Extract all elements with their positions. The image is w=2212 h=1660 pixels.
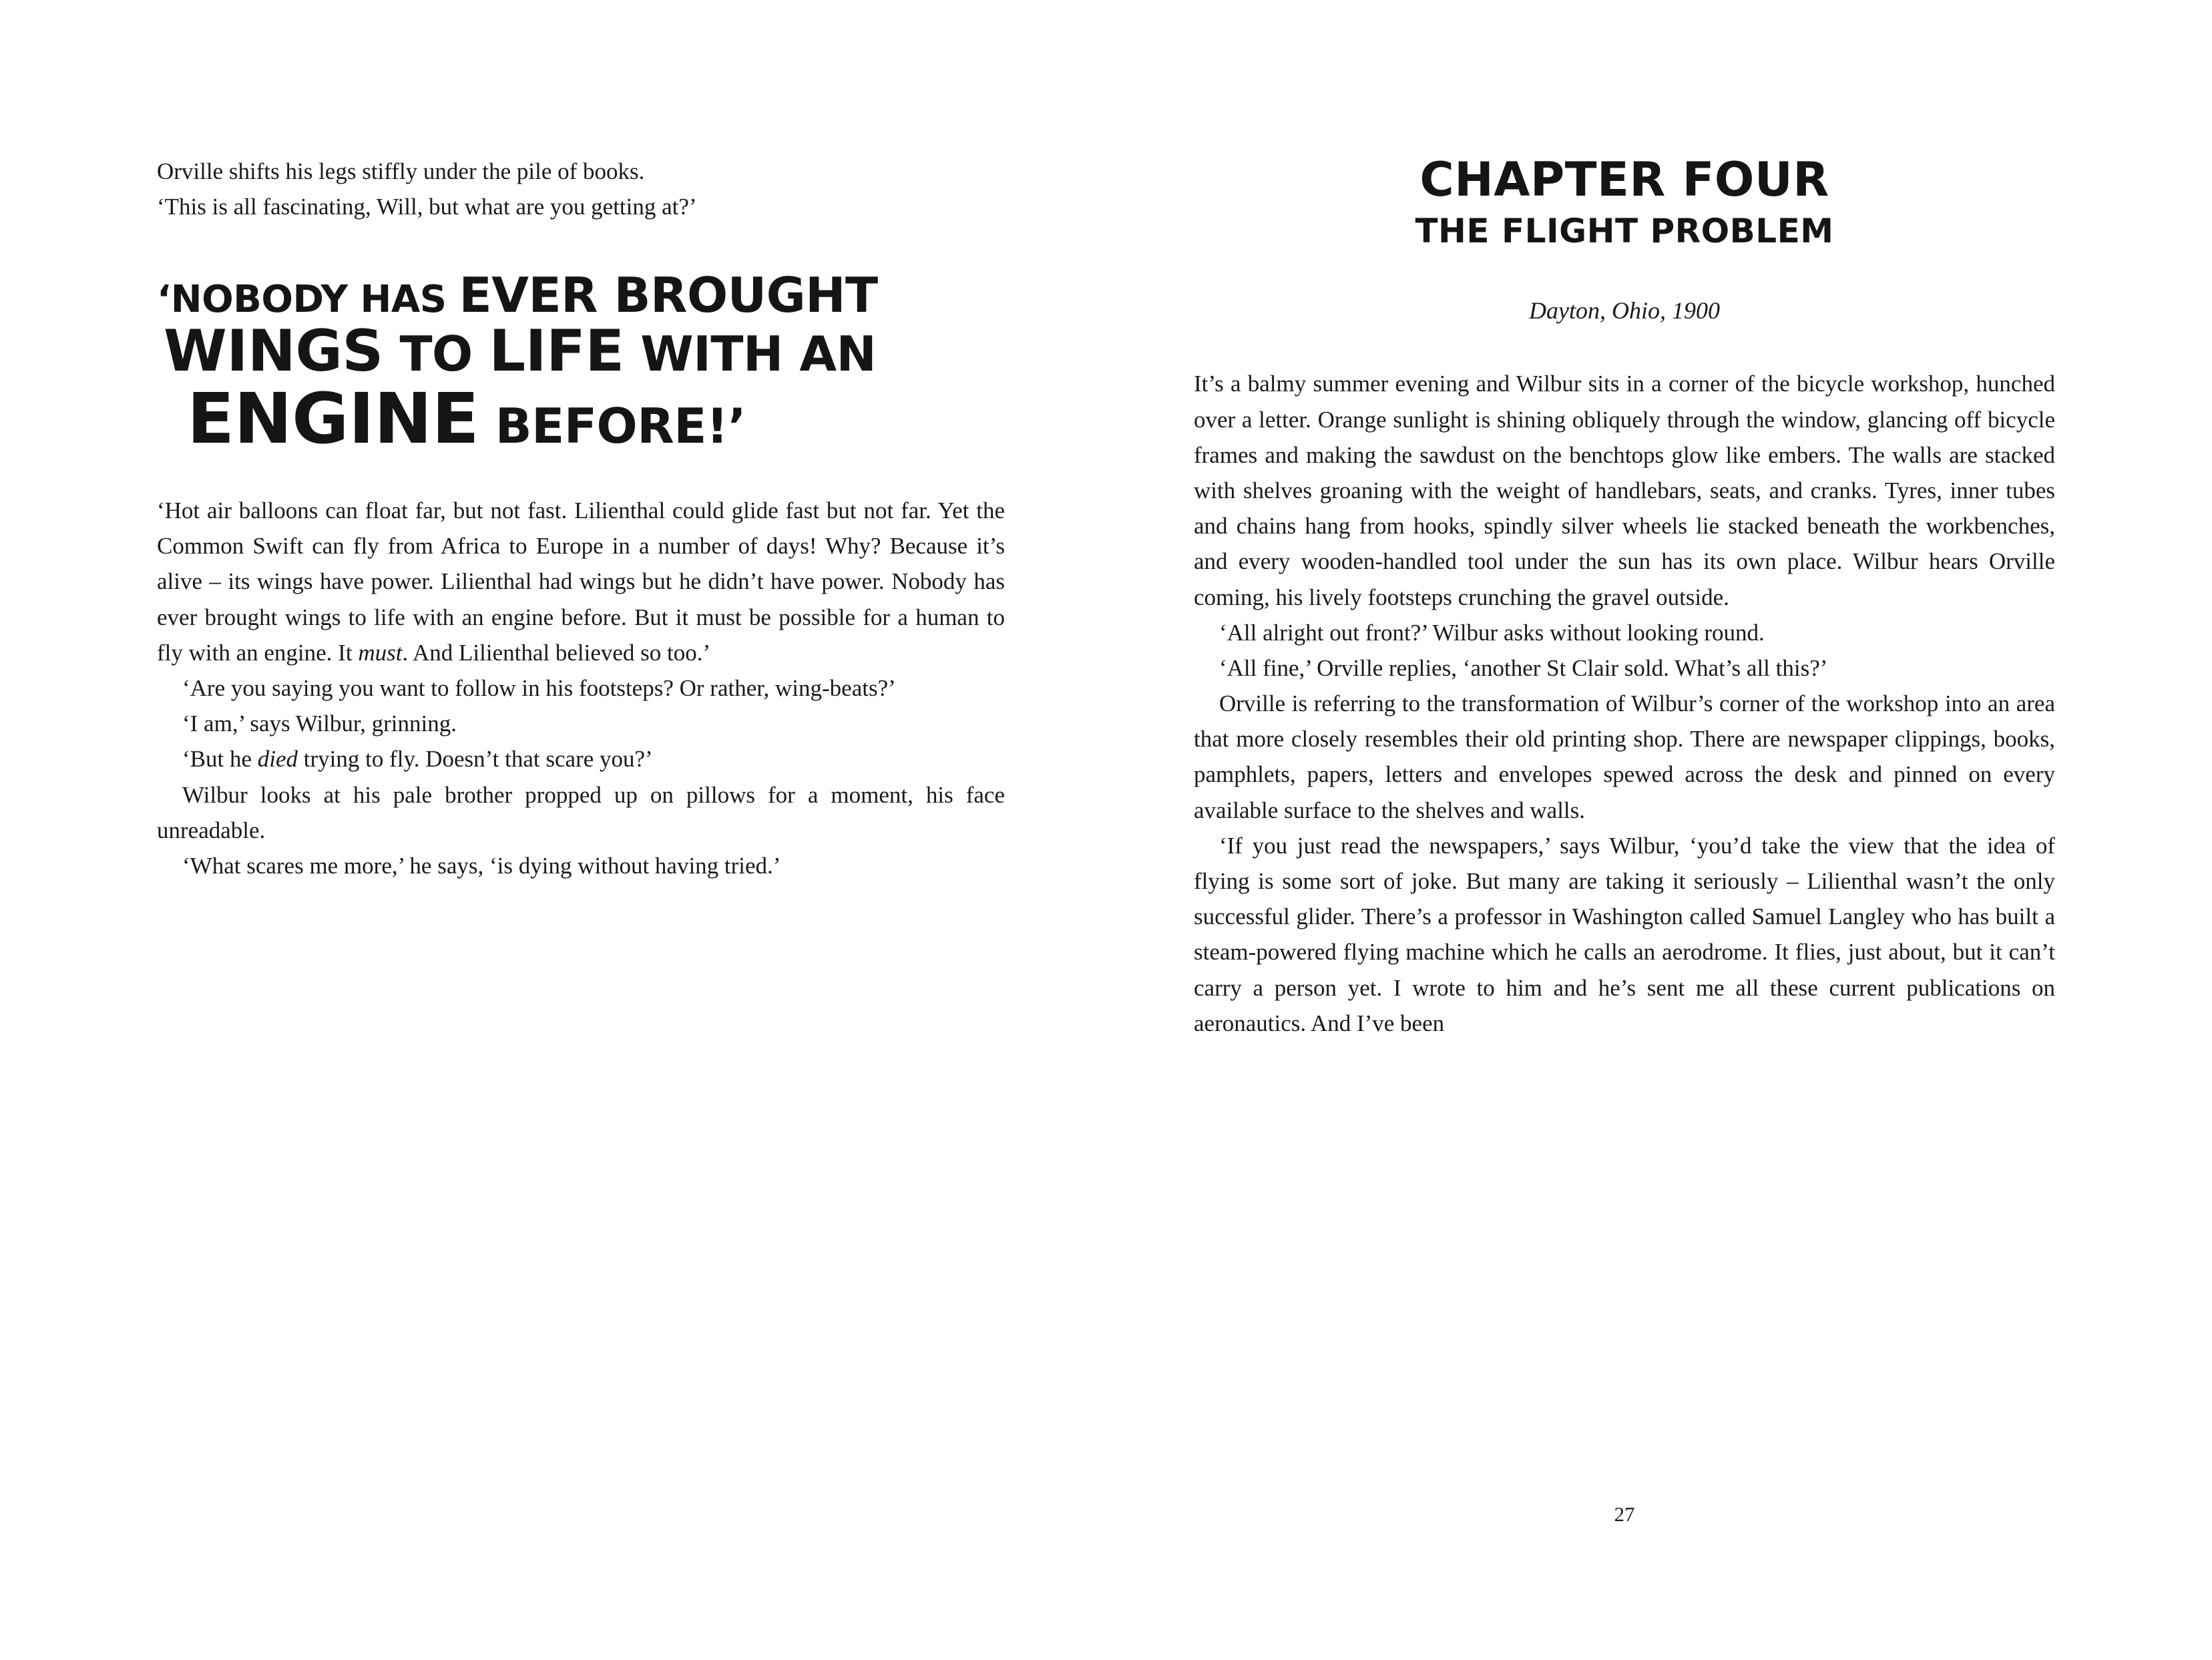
paragraph: ‘All fine,’ Orville replies, ‘another St Clair sold. What’s all this?’ bbox=[1219, 654, 1828, 681]
chapter-title: THE FLIGHT PROBLEM bbox=[1415, 212, 1834, 251]
right-page bbox=[1194, 154, 2055, 1660]
pull-quote-line-1 bbox=[157, 267, 1005, 324]
pull-quote-seg-2a: WINGS bbox=[164, 317, 383, 385]
italic-word-died: died bbox=[257, 746, 298, 773]
paragraph: ‘I am,’ says Wilbur, grinning. bbox=[182, 710, 457, 737]
paragraph: ‘But he died trying to fly. Doesn’t that scare you?’ bbox=[182, 746, 653, 773]
paragraph: ‘Hot air balloons can float far, but not fast. Lilienthal could glide fast but not far. Yet the Common Swift can fly from Africa to Europe in a number of days! Why? Because it’s alive – its wings have power. Lilienthal had wings but he didn’t have power. Nobody has ever brought wings to life with an engine before. But it must be possible for a human to fly with an engine. It must. And Lilienthal believed so too.’ bbox=[157, 497, 1005, 666]
pull-quote-seg-1a: ‘NOBODY HAS bbox=[157, 278, 459, 322]
right-body-text bbox=[1194, 366, 2055, 1041]
paragraph: It’s a balmy summer evening and Wilbur sits in a corner of the bicycle workshop, hunched over a letter. Orange sunlight is shining obliquely through the window, glancing off bicycle frames and making the sawdust on the benchtops glow like embers. The walls are stacked with shelves groaning with the weight of handlebars, seats, and cranks. Tyres, inner tubes and chains hang from hooks, spindly silver wheels lie stacked beneath the workbenches, and every wooden-handled tool under the sun has its own place. Wilbur hears Orville coming, his lively footsteps crunching the gravel outside. bbox=[1194, 371, 2055, 610]
left-body-text bbox=[157, 493, 1005, 883]
paragraph: ‘All alright out front?’ Wilbur asks without looking round. bbox=[1219, 619, 1765, 646]
pull-quote-line-3 bbox=[157, 377, 1005, 459]
paragraph: ‘What scares me more,’ he says, ‘is dying without having tried.’ bbox=[182, 852, 781, 879]
intro-line-2: ‘This is all fascinating, Will, but what are you getting at?’ bbox=[157, 194, 697, 220]
chapter-heading bbox=[1194, 154, 2055, 251]
pull-quote bbox=[157, 267, 1005, 459]
paragraph: ‘Are you saying you want to follow in his footsteps? Or rather, wing-beats?’ bbox=[182, 675, 896, 702]
paragraph: ‘If you just read the newspapers,’ says Wilbur, ‘you’d take the view that the idea of flying is some sort of joke. But many are taking it seriously – Lilienthal wasn’t the only successful glider. There’s a professor in Washington called Samuel Langley who has built a steam-powered flying machine which he calls an aerodrome. It flies, just about, but it can’t carry a person yet. I wrote to him and he’s sent me all these current publications on aeronautics. And I’ve been bbox=[1194, 832, 2055, 1036]
paragraph: Orville is referring to the transformation of Wilbur’s corner of the workshop into an area that more closely resembles their old printing shop. There are newspaper clippings, books, pamphlets, papers, letters and envelopes spewed across the desk and pinned on every available surface to the shelves and walls. bbox=[1194, 690, 2055, 823]
left-page bbox=[157, 154, 1005, 1660]
pull-quote-seg-2b: TO bbox=[383, 325, 489, 382]
italic-word-must: must bbox=[358, 639, 403, 666]
place-date-line: Dayton, Ohio, 1900 bbox=[1529, 297, 1720, 325]
pull-quote-seg-2c: LIFE bbox=[489, 317, 624, 385]
page-number: 27 bbox=[1614, 1502, 1635, 1526]
intro-line-1: Orville shifts his legs stiffly under the pile of books. bbox=[157, 158, 645, 184]
pull-quote-seg-2d: WITH AN bbox=[624, 325, 877, 382]
paragraph: Wilbur looks at his pale brother propped up on pillows for a moment, his face unreadable. bbox=[157, 781, 1005, 843]
pull-quote-seg-1b: EVER BROUGHT bbox=[459, 267, 878, 324]
pull-quote-seg-3a: ENGINE bbox=[187, 377, 479, 459]
intro-block bbox=[157, 154, 1005, 224]
pull-quote-seg-3b: BEFORE!’ bbox=[479, 397, 746, 454]
pull-quote-line-2 bbox=[157, 317, 1005, 385]
chapter-number: CHAPTER FOUR bbox=[1419, 152, 1829, 207]
